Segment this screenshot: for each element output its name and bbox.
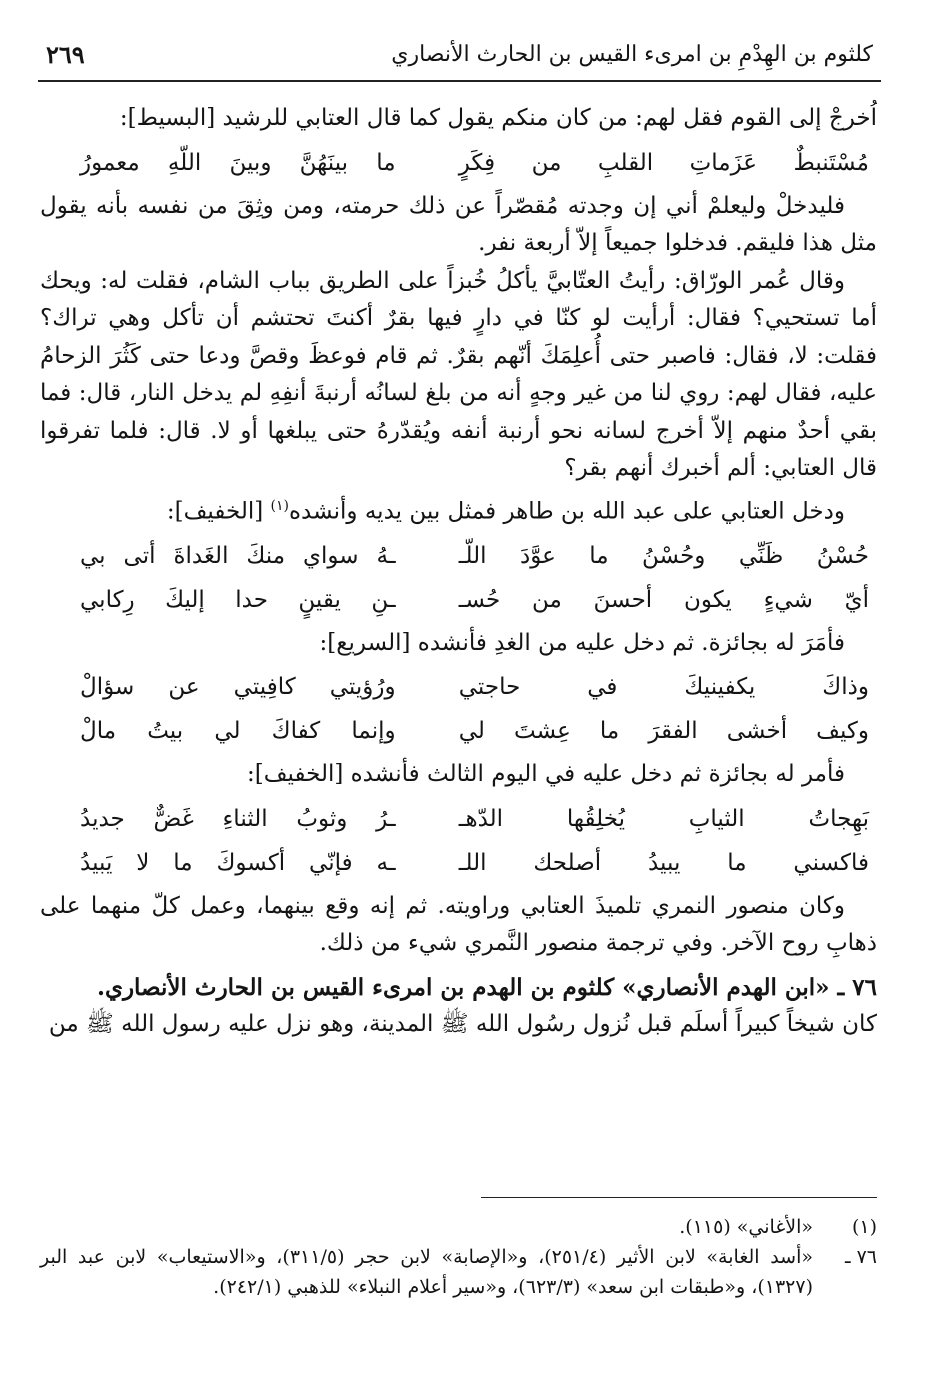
- page-number: ٢٦٩: [46, 40, 85, 69]
- verse-hemistich-second: ـنِ يقينٍ حدا إليكَ رِكابي: [80, 586, 396, 613]
- footnote-number: (١): [851, 1216, 877, 1238]
- paragraph: فأمر له بجائزة ثم دخل عليه في اليوم الثالث فأنشده [الخفيف]:: [247, 761, 845, 788]
- footnote: [40, 1242, 877, 1302]
- verse-hemistich-first: مُسْتَنبطٌ عَزَماتِ القلبِ من فِكَرٍ: [458, 149, 869, 176]
- verse-line: [40, 581, 877, 619]
- verse-line: [40, 844, 877, 882]
- paragraph: كان شيخاً كبيراً أسلَم قبل نُزول رسُول الله ﷺ المدينة، وهو نزل عليه رسول الله ﷺ من: [48, 1011, 877, 1038]
- footnote: [40, 1212, 877, 1242]
- footnote-separator: [481, 1197, 877, 1198]
- verse-line: [40, 712, 877, 750]
- verse-hemistich-second: ـهُ سواي منكَ الغَداةَ أتى بي: [80, 542, 396, 569]
- footnotes: [40, 1212, 877, 1302]
- footnote-number: ٧٦ ـ: [844, 1246, 877, 1268]
- footnote-text: «الأغاني» (١١٥).: [679, 1216, 813, 1238]
- verse-hemistich-second: وإنما كفاكَ لي بيتُ مالْ: [80, 718, 396, 745]
- verse-hemistich-first: وذاكَ يكفينيكَ في حاجتي: [458, 674, 869, 701]
- page-header: [38, 36, 881, 82]
- verse-hemistich-first: أيّ شيءٍ يكون أحسنَ من حُسـ: [458, 586, 869, 613]
- verse-hemistich-second: ـه فإنّي أكسوكَ ما لا يَبيدُ: [80, 849, 396, 876]
- verse-hemistich-second: ـرُ وثوبُ الثناءِ غَضٌّ جديدُ: [80, 805, 396, 832]
- verse-line: [40, 668, 877, 706]
- footnote-marker: (١): [270, 497, 289, 514]
- verse-line: [40, 537, 877, 575]
- paragraph: فليدخلْ وليعلمْ أني إن وجدته مُقصّراً عن ذلك حرمته، ومن وثِقَ من نفسه بأنه يقول مثل هذا فليقم. فدخلوا جميعاً إلاّ أربعة نفر.: [40, 192, 877, 256]
- paragraph: [40, 488, 877, 531]
- running-title: كلثوم بن الهِدْمِ بن امرىء القيس بن الحارث الأنصاري: [391, 42, 873, 67]
- paragraph-text: ودخل العتابي على عبد الله بن طاهر فمثل بين يديه وأنشده: [289, 498, 845, 525]
- main-text: [40, 100, 877, 1044]
- verse-hemistich-second: ما بينَهُنَّ وبينَ اللّهِ معمورُ: [80, 149, 396, 176]
- footnote-text: «أسد الغابة» لابن الأثير (٢٥١/٤)، و«الإصابة» لابن حجر (٣١١/٥)، و«الاستيعاب» لابن عبد البر (١٣٢٧)، و«طبقات ابن سعد» (٦٢٣/٣)، و«سير أعلام النبلاء» للذهبي (٢٤٢/١).: [40, 1246, 814, 1298]
- verse-hemistich-first: فاكسني ما يبيدُ أصلحك اللـ: [458, 849, 869, 876]
- paragraph: وكان منصور النمري تلميذَ العتابي وراويته. ثم إنه وقع بينهما، وعمل كلّ منهما على ذهابِ روح الآخر. وفي ترجمة منصور النَّمري شيء من ذلك.: [40, 892, 877, 957]
- biography-heading: ٧٦ ـ «ابن الهدم الأنصاري» كلثوم بن الهدم بن امرىء القيس بن الحارث الأنصاري.: [96, 973, 877, 1001]
- paragraph: فأمَرَ له بجائزة. ثم دخل عليه من الغدِ فأنشده [السريع]:: [319, 629, 845, 656]
- verse-hemistich-first: وكيف أخشى الفقرَ ما عِشتَ لي: [458, 718, 869, 745]
- verse-hemistich-first: بَهِجاتُ الثيابِ يُخلِقُها الدّهـ: [458, 805, 869, 832]
- paragraph: وقال عُمر الورّاق: رأيتُ العتّابيَّ يأكلُ خُبزاً على الطريق بباب الشام، فقلت له: ويحك أما تستحيي؟ فقال: أرأيت لو كنّا في دارٍ فيها بقرٌ أكنتَ تحتشم أن تأكل وهي تراك؟ فقلت: لا، فقال: فاصبر حتى أُعلِمَكَ أنّهم بقرٌ. ثم قام فوعظَ وقصَّ ودعا حتى كَثُرَ الزحامُ عليه، فقال لهم: روي لنا من غير وجهٍ أنه من بلغ لسانُه أرنبةَ أنفِهِ لم يدخل النار، قال: فما بقي أحدٌ منهم إلاّ أخرج لسانه نحو أرنبة أنفه ويُقدّرهُ حتى يبلغها أو لا. قال: فلما تفرقوا قال العتابي: ألم أخبرك أنهم بقر؟: [40, 267, 877, 481]
- verse-line: [40, 144, 877, 182]
- verse-line: [40, 800, 877, 838]
- verse-hemistich-first: حُسْنُ ظَنِّي وحُسْنُ ما عوَّدَ اللّـ: [458, 542, 869, 569]
- verse-hemistich-second: ورُؤيتي كافِيتي عن سؤالْ: [80, 674, 396, 701]
- paragraph: اُخرجْ إلى القوم فقل لهم: من كان منكم يقول كما قال العتابي للرشيد [البسيط]:: [119, 105, 877, 131]
- paragraph-text: [الخفيف]:: [166, 498, 271, 525]
